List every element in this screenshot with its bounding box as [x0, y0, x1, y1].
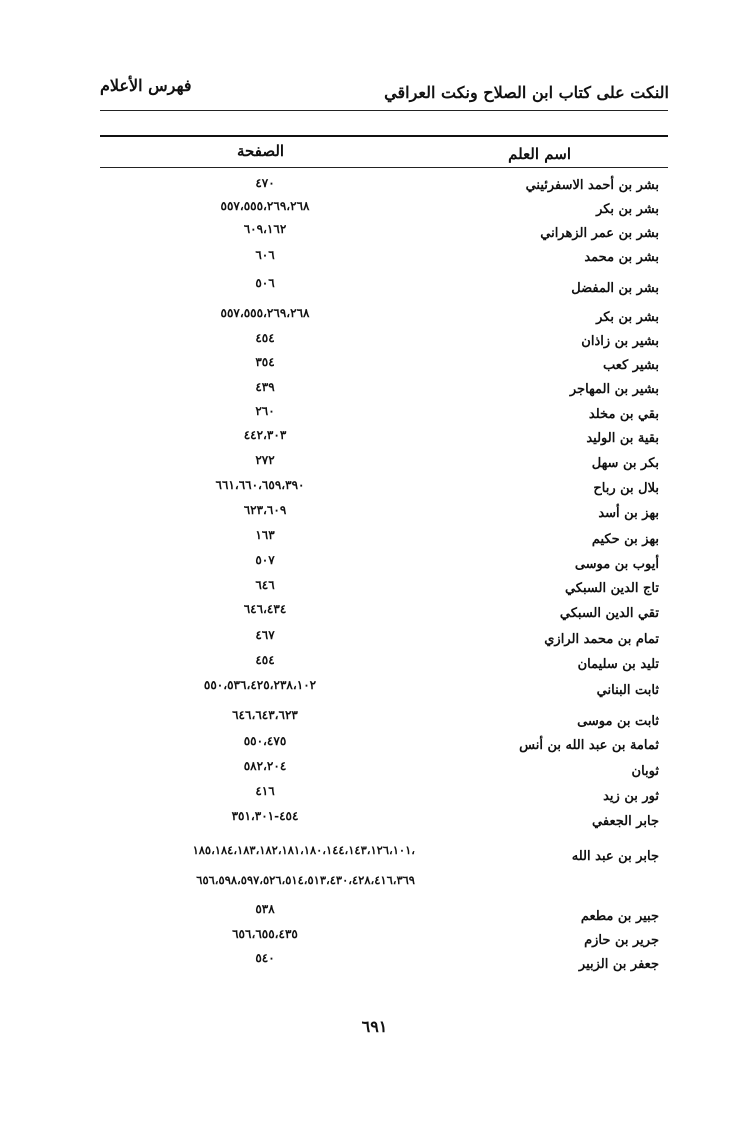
header-book-title: النكت على كتاب ابن الصلاح ونكت العراقي [384, 83, 669, 102]
entry-pages-continued: ٦٥٦،٥٩٨،٥٩٧،٥٢٦،٥١٤،٥١٣،٤٣٠،٤٢٨،٤١٦،٣٦٩ [196, 873, 415, 887]
entry-pages: ٥٣٨ [255, 902, 275, 916]
entry-name: بشير بن المهاجر [569, 382, 659, 397]
header-rule [100, 110, 668, 111]
entry-pages: ١٦٣ [255, 528, 275, 542]
entry-pages: ٦٠٩،١٦٢ [243, 222, 287, 236]
entry-name: بشر بن بكر [596, 202, 659, 217]
entry-name: بشير بن زاذان [581, 334, 659, 349]
entry-name: ثابت بن موسى [577, 714, 659, 729]
entry-pages: ٦٤٦ [255, 578, 275, 592]
entry-name: جرير بن حازم [584, 933, 659, 948]
entry-name: جبير بن مطعم [580, 909, 659, 924]
entry-name: بشر بن أحمد الاسفرئيني [525, 178, 659, 193]
entry-pages: ٤٥٤-٣٥١،٣٠١ [231, 809, 299, 823]
entry-name: جابر الجعفي [592, 814, 659, 829]
entry-pages: ٢٧٢ [255, 453, 275, 467]
entry-pages: ٦٥٦،٦٥٥،٤٣٥ [232, 927, 298, 941]
header-index-title: فهرس الأعلام [100, 76, 192, 95]
entry-name: بشر بن المفضل [571, 281, 659, 296]
entry-name: تليد بن سليمان [577, 657, 659, 672]
table-top-rule [100, 135, 668, 137]
entry-name: تقي الدين السبكي [559, 606, 659, 621]
entry-name: بلال بن رباح [593, 481, 659, 496]
entry-name: بشر بن بكر [596, 310, 659, 325]
entry-pages: ٥٤٠ [255, 951, 275, 965]
entry-pages: ٤١٦ [255, 784, 275, 798]
entry-name: ثمامة بن عبد الله بن أنس [519, 738, 659, 753]
column-header-name: اسم العلم [508, 145, 571, 163]
entry-pages: ٥٨٢،٢٠٤ [243, 759, 287, 773]
entry-pages: ٦٢٣،٦٠٩ [243, 503, 287, 517]
entry-pages: ٤٧٠ [255, 176, 275, 190]
entry-name: تاج الدين السبكي [564, 581, 659, 596]
entry-name: ثور بن زيد [603, 789, 659, 804]
entry-pages: ٤٦٧ [255, 628, 275, 642]
entry-name: بهز بن أسد [598, 506, 659, 521]
entry-pages: ٦٦١،٦٦٠،٦٥٩،٣٩٠ [215, 478, 305, 492]
entry-name: بقية بن الوليد [586, 431, 659, 446]
entry-name: تمام بن محمد الرازي [544, 632, 659, 647]
page-number: ٦٩١ [361, 1017, 388, 1036]
entry-pages: ٥٥٠،٤٧٥ [243, 734, 287, 748]
entry-pages: ،١٨٥،١٨٤،١٨٣،١٨٢،١٨١،١٨٠،١٤٤،١٤٣،١٢٦،١٠١ [192, 843, 415, 857]
entry-pages: ٤٥٤ [255, 653, 275, 667]
entry-pages: ٥٥٧،٥٥٥،٢٦٩،٢٦٨ [220, 306, 310, 320]
entry-pages: ٦٤٦،٤٣٤ [243, 602, 287, 616]
entry-pages: ٢٦٠ [255, 404, 275, 418]
entry-pages: ٥٥٧،٥٥٥،٢٦٩،٢٦٨ [220, 199, 310, 213]
entry-pages: ٥٥٠،٥٣٦،٤٢٥،٢٣٨،١٠٢ [203, 678, 317, 692]
entry-name: بكر بن سهل [591, 456, 659, 471]
column-header-page: الصفحة [237, 142, 285, 160]
entry-name: بشر بن محمد [584, 250, 659, 265]
entry-pages: ٥٠٧ [255, 553, 275, 567]
entry-name: جابر بن عبد الله [571, 849, 659, 864]
entry-pages: ٦٤٦،٦٤٣،٦٢٣ [232, 708, 298, 722]
entry-name: بقي بن مخلد [588, 407, 659, 422]
entry-name: بهز بن حكيم [591, 532, 659, 547]
entry-name: ثابت البناني [596, 683, 659, 698]
entry-pages: ٤٣٩ [255, 380, 275, 394]
entry-name: بشير كعب [602, 358, 659, 373]
entry-pages: ٤٥٤ [255, 331, 275, 345]
entry-name: بشر بن عمر الزهراني [540, 226, 659, 241]
entry-pages: ٦٠٦ [255, 248, 275, 262]
entry-pages: ٣٥٤ [255, 355, 275, 369]
entry-name: جعفر بن الزبير [578, 957, 659, 972]
entry-name: أيوب بن موسى [574, 557, 659, 572]
entry-pages: ٤٤٢،٣٠٣ [243, 428, 287, 442]
column-header-rule [100, 167, 668, 168]
entry-pages: ٥٠٦ [255, 276, 275, 290]
entry-name: ثوبان [631, 764, 659, 779]
